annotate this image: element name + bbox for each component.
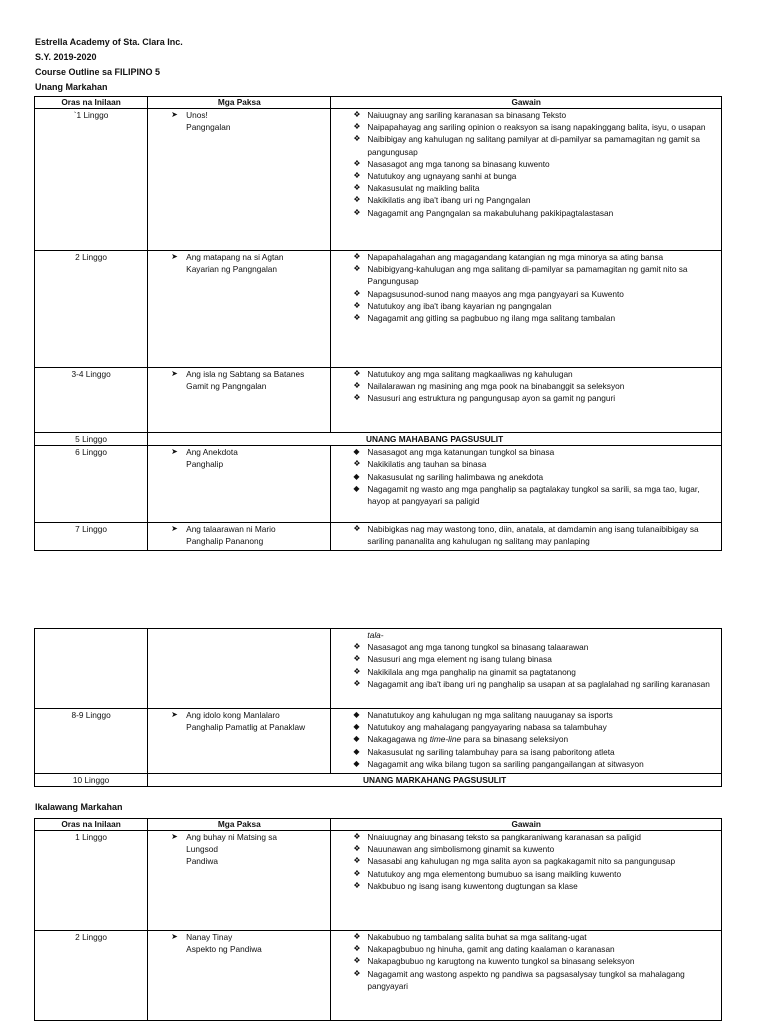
activity-item: ❖ Nabibigkas nag may wastong tono, diin, anatala, at damdamin ang isang tulanaibibigay sa sariling pananalita ang kahulugan ng salitang may panlaping [353,524,699,547]
col-header-time: Oras na Inilaan [35,97,148,109]
col-header-topics: Mga Paksa [148,97,331,109]
four-diamond-bullet-icon: ❖ [353,666,361,676]
activity-item: ❖ Napapahalagahan ang magagandang katangian ng mga minorya sa ating bansa [353,252,664,262]
arrowhead-bullet-icon: ➤ [171,369,178,378]
topic-cell [148,251,331,368]
four-diamond-bullet-icon: ❖ [353,183,361,193]
four-diamond-bullet-icon: ❖ [353,207,361,217]
topic-line: Ang matapang na si Agtan [186,252,284,262]
time-cell: `1 Linggo [35,109,148,251]
course-outline-table-3 [34,818,722,1021]
time-cell: 8-9 Linggo [35,709,148,774]
four-diamond-bullet-icon: ❖ [353,654,361,664]
activities-cell [331,709,722,774]
four-diamond-bullet-icon: ❖ [353,110,361,119]
solid-diamond-bullet-icon: ◆ [353,746,360,756]
continued-text: tala- [367,630,384,640]
four-diamond-bullet-icon: ❖ [353,844,361,854]
activity-item: ❖ Naipapahayag ang sariling opinion o reaksyon sa isang napakinggang balita, isyu, o usapan [353,122,706,133]
topic-line: Gamit ng Pangngalan [186,381,267,392]
solid-diamond-bullet-icon: ◆ [353,734,360,744]
topic-cell [148,446,331,523]
topic-cell [148,109,331,251]
activity-item: ❖ Nakapagbubuo ng hinuha, gamit ang dating kaalaman o karanasan [353,944,615,955]
four-diamond-bullet-icon: ❖ [353,880,361,890]
four-diamond-bullet-icon: ❖ [353,856,361,866]
activity-item: ❖ Nailalarawan ng masining ang mga pook na binabanggit sa seleksyon [353,381,625,392]
activity-item: ❖ Nakikilala ang mga panghalip na ginamit sa pagtatanong [353,666,576,677]
four-diamond-bullet-icon: ❖ [353,944,361,954]
activity-item: ❖ Nasusuri ang mga element ng isang tulang binasa [353,654,552,665]
activity-item: ❖ Nasusuri ang estruktura ng pangungusap ayon sa gamit ng panguri [353,393,616,404]
activity-item: ❖ Naiuugnay ang sariling karanasan sa binasang Teksto [353,110,567,120]
exam-row [35,433,722,446]
time-cell: 5 Linggo [35,433,148,446]
topic-cell [148,629,331,709]
time-cell: 10 Linggo [35,774,148,787]
time-cell: 2 Linggo [35,931,148,1021]
topic-line: Nanay Tinay [186,932,233,942]
solid-diamond-bullet-icon: ◆ [353,483,360,493]
topic-line: Ang Anekdota [186,447,238,458]
activity-item: ❖ Nasasabi ang kahulugan ng mga salita ayon sa pagkakagamit nito sa pangungusap [353,856,676,867]
activity-item: ◆ Nakagagawa ng time-line para sa binasang seleksiyon [353,734,569,745]
topic-line: Panghalip Pananong [186,536,264,547]
topic-line: Panghalip [186,459,224,470]
four-diamond-bullet-icon: ❖ [353,300,361,310]
activities-cell [331,523,722,551]
col-header-time: Oras na Inilaan [35,819,148,831]
solid-diamond-bullet-icon: ◆ [353,471,360,481]
activity-item: ❖ Naibibigay ang kahulugan ng salitang pamilyar at di-pamilyar sa pamamagitan ng gamit sa pangungusap [353,134,700,157]
four-diamond-bullet-icon: ❖ [353,642,361,652]
arrowhead-bullet-icon: ➤ [171,447,178,457]
topic-line: Ang buhay ni Matsing sa [186,832,278,842]
arrowhead-bullet-icon: ➤ [171,524,178,534]
table-row [35,109,722,251]
activity-item: ❖ Natutukoy ang mga salitang magkaaliwas ng kahulugan [353,369,573,379]
course-outline-table-2 [34,628,722,787]
course-outline-table-1 [34,96,722,551]
activity-item: ◆ Nasasagot ang mga katanungan tungkol sa binasa [353,447,555,458]
topic-line: Pandiwa [186,856,218,867]
activity-item: ❖ Nnaiuugnay ang binasang teksto sa pangkaraniwang karanasan sa paligid [353,832,641,842]
table-row [35,251,722,368]
activities-cell [331,831,722,931]
section-title: Ikalawang Markahan [35,802,123,812]
col-header-activities: Gawain [331,97,722,109]
topic-line: Aspekto ng Pandiwa [186,944,262,955]
activities-cell [331,931,722,1021]
four-diamond-bullet-icon: ❖ [353,956,361,966]
activity-item: ❖ Natutukoy ang mga elementong bumubuo sa isang maikling kuwento [353,868,622,879]
activity-item: ◆ Natutukoy ang mahalagang pangyayaring nabasa sa talambuhay [353,722,607,733]
activity-item: ❖ Nabibigyang-kahulugan ang mga salitang di-pamilyar sa pamamagitan ng gamit nito sa Pangungusap [353,264,688,287]
four-diamond-bullet-icon: ❖ [353,393,361,403]
activity-item: ❖ Nasasagot ang mga tanong tungkol sa binasang talaarawan [353,642,589,653]
activity-item: ❖ Nagagamit ang iba't ibang uri ng panghalip sa usapan at sa paglalahad ng sariling karanasan [353,678,710,689]
exam-row [35,774,722,787]
arrowhead-bullet-icon: ➤ [171,252,178,261]
activity-item: ◆ Nagagamit ang wika bilang tugon sa sariling pangangailangan at sitwasyon [353,758,644,769]
activity-item: ❖ Natutukoy ang iba't ibang kayarian ng pangngalan [353,300,552,311]
topic-line: Panghalip Pamatlig at Panaklaw [186,722,306,733]
topic-cell [148,931,331,1021]
activity-item: ❖ Nagagamit ang wastong aspekto ng pandiwa sa pagsasalysay tungkol sa mahalagang pangyayari [353,968,685,991]
four-diamond-bullet-icon: ❖ [353,288,361,298]
table-header-row [35,819,722,831]
exam-label: UNANG MAHABANG PAGSUSULIT [148,433,722,446]
four-diamond-bullet-icon: ❖ [353,171,361,181]
school-name: Estrella Academy of Sta. Clara Inc. [35,37,183,47]
solid-diamond-bullet-icon: ◆ [353,447,360,457]
four-diamond-bullet-icon: ❖ [353,968,361,978]
four-diamond-bullet-icon: ❖ [353,313,361,323]
school-year: S.Y. 2019-2020 [35,52,97,62]
activities-cell [331,109,722,251]
activity-item: ❖ Nauunawan ang simbolismong ginamit sa kuwento [353,844,555,855]
time-cell: 2 Linggo [35,251,148,368]
table-header-row [35,97,722,109]
topic-cell [148,368,331,433]
four-diamond-bullet-icon: ❖ [353,832,361,841]
arrowhead-bullet-icon: ➤ [171,932,178,941]
topic-line: Ang talaarawan ni Mario [186,524,276,535]
topic-line: Unos! [186,110,208,120]
activities-cell [331,629,722,709]
quarter-title: Unang Markahan [35,82,108,92]
activity-item: ❖ Natutukoy ang ugnayang sanhi at bunga [353,171,517,182]
four-diamond-bullet-icon: ❖ [353,932,361,941]
activity-item: ❖ Nakabubuo ng tambalang salita buhat sa mga salitang-ugat [353,932,587,942]
solid-diamond-bullet-icon: ◆ [353,710,360,719]
time-cell [35,629,148,709]
topic-line: Ang idolo kong Manlalaro [186,710,280,720]
topic-cell [148,831,331,931]
course-title: Course Outline sa FILIPINO 5 [35,67,161,77]
topic-cell [148,523,331,551]
four-diamond-bullet-icon: ❖ [353,264,361,274]
four-diamond-bullet-icon: ❖ [353,134,361,144]
activity-item: ◆ Nakasusulat ng sariling halimbawa ng anekdota [353,471,544,482]
four-diamond-bullet-icon: ❖ [353,868,361,878]
activity-item: ❖ Napagsusunod-sunod nang maayos ang mga pangyayari sa Kuwento [353,288,624,299]
table-row [35,629,722,709]
table-row [35,831,722,931]
time-cell: 1 Linggo [35,831,148,931]
arrowhead-bullet-icon: ➤ [171,110,178,119]
activity-item: ❖ Nagagamit ang gitling sa pagbubuo ng ilang mga salitang tambalan [353,313,616,324]
four-diamond-bullet-icon: ❖ [353,381,361,391]
topic-cell [148,709,331,774]
table-row [35,709,722,774]
activity-item: ❖ Nakasusulat ng maikling balita [353,183,480,194]
col-header-topics: Mga Paksa [148,819,331,831]
four-diamond-bullet-icon: ❖ [353,459,361,469]
activity-item: ❖ Nakikilatis ang tauhan sa binasa [353,459,487,470]
topic-line: Kayarian ng Pangngalan [186,264,278,275]
activities-cell [331,446,722,523]
topic-line: Ang isla ng Sabtang sa Batanes [186,369,305,379]
time-cell: 6 Linggo [35,446,148,523]
activity-item: ❖ Nakikilatis ang iba't ibang uri ng Pangngalan [353,195,531,206]
activity-item: ❖ Nakbubuo ng isang isang kuwentong dugtungan sa klase [353,880,578,891]
activity-item: ◆ Nakasusulat ng sariling talambuhay para sa isang paboritong atleta [353,746,615,757]
activities-cell [331,368,722,433]
exam-label: UNANG MARKAHANG PAGSUSULIT [148,774,722,787]
four-diamond-bullet-icon: ❖ [353,369,361,378]
arrowhead-bullet-icon: ➤ [171,832,178,841]
solid-diamond-bullet-icon: ◆ [353,758,360,768]
four-diamond-bullet-icon: ❖ [353,158,361,168]
table-row [35,368,722,433]
four-diamond-bullet-icon: ❖ [353,122,361,132]
four-diamond-bullet-icon: ❖ [353,252,361,261]
col-header-activities: Gawain [331,819,722,831]
activities-cell [331,251,722,368]
time-cell: 7 Linggo [35,523,148,551]
activity-item: ◆ Nanatutukoy ang kahulugan ng mga salitang nauuganay sa isports [353,710,613,720]
time-cell: 3-4 Linggo [35,368,148,433]
four-diamond-bullet-icon: ❖ [353,524,361,534]
activity-item: ❖ Nagagamit ang Pangngalan sa makabuluhang pakikipagtalastasan [353,207,614,218]
four-diamond-bullet-icon: ❖ [353,195,361,205]
table-row [35,931,722,1021]
table-row [35,446,722,523]
four-diamond-bullet-icon: ❖ [353,678,361,688]
topic-line: Lungsod [186,844,218,855]
table-row [35,523,722,551]
activity-item: ◆ Nagagamit ng wasto ang mga panghalip sa pagtalakay tungkol sa sarili, sa mga tao, lugar, hayop at pangyayari sa paligid [353,483,700,507]
activity-item: ❖ Nakapagbubuo ng karugtong na kuwento tungkol sa binasang seleksyon [353,956,635,967]
solid-diamond-bullet-icon: ◆ [353,722,360,732]
topic-line: Pangngalan [186,122,231,133]
activity-item: ❖ Nasasagot ang mga tanong sa binasang kuwento [353,158,550,169]
arrowhead-bullet-icon: ➤ [171,710,178,719]
